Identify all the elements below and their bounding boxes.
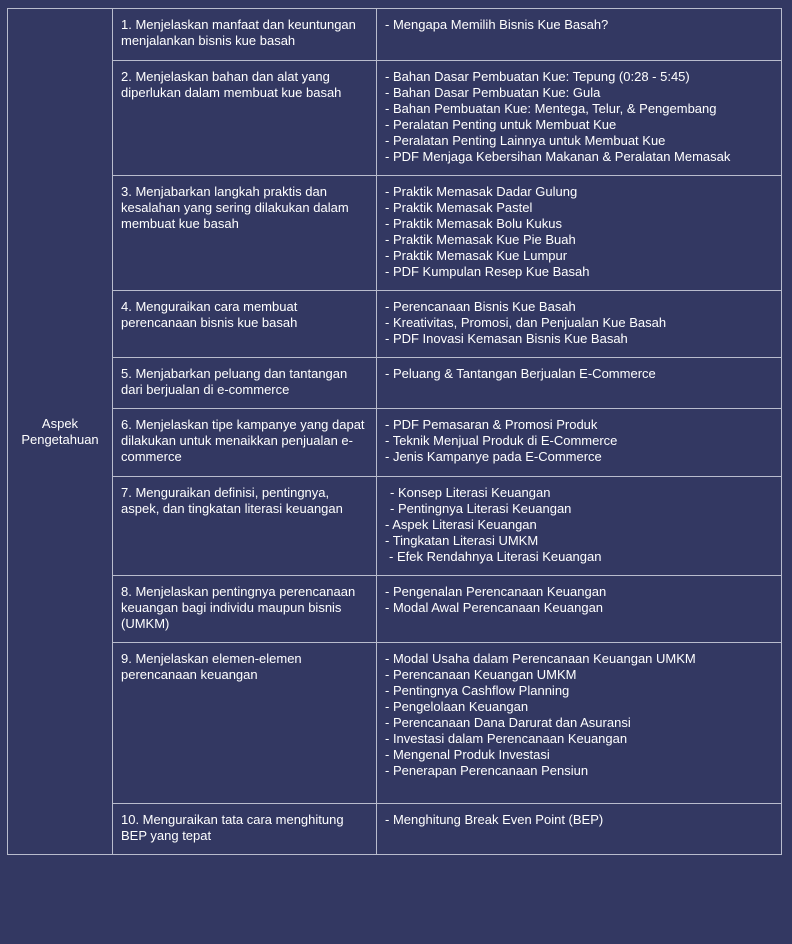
topic-item: - Peluang & Tantangan Berjualan E-Commerce (385, 366, 656, 381)
topic-item: - Praktik Memasak Dadar Gulung (385, 184, 578, 199)
table-row (8, 176, 782, 291)
curriculum-table-body (8, 9, 782, 855)
topic-item: - Praktik Memasak Pastel (385, 200, 533, 215)
topics-cell (377, 291, 782, 358)
objective-text: 2. Menjelaskan bahan dan alat yang diperlukan dalam membuat kue basah (121, 69, 342, 100)
topics-cell (377, 9, 782, 61)
topic-item: - PDF Kumpulan Resep Kue Basah (385, 264, 590, 279)
topic-item: - Kreativitas, Promosi, dan Penjualan Kue Basah (385, 315, 667, 330)
topic-item: - Praktik Memasak Kue Lumpur (385, 248, 568, 263)
objective-text: 5. Menjabarkan peluang dan tantangan dari berjualan di e-commerce (121, 366, 348, 397)
topic-item: - Bahan Dasar Pembuatan Kue: Tepung (0:28 - 5:45) (385, 69, 690, 84)
objective-text: 6. Menjelaskan tipe kampanye yang dapat dilakukan untuk menaikkan penjualan e-commerce (121, 417, 365, 464)
objective-cell (113, 9, 377, 61)
objective-cell (113, 176, 377, 291)
objective-cell (113, 358, 377, 409)
table-row (8, 804, 782, 855)
table-row (8, 61, 782, 176)
topic-item: - Aspek Literasi Keuangan (385, 517, 537, 532)
objective-text: 9. Menjelaskan elemen-elemen perencanaan keuangan (121, 651, 302, 682)
topics-cell (377, 576, 782, 643)
topic-item: - Perencanaan Dana Darurat dan Asuransi (385, 715, 631, 730)
table-row (8, 643, 782, 804)
topics-cell (377, 477, 782, 576)
objective-text: 7. Menguraikan definisi, pentingnya, aspek, dan tingkatan literasi keuangan (121, 485, 343, 516)
topics-cell (377, 176, 782, 291)
topics-cell (377, 409, 782, 477)
topic-item: - Pengelolaan Keuangan (385, 699, 529, 714)
objective-text: 8. Menjelaskan pentingnya perencanaan keuangan bagi individu maupun bisnis (UMKM) (121, 584, 356, 631)
objective-cell (113, 477, 377, 576)
table-row (8, 291, 782, 358)
topics-cell (377, 804, 782, 855)
topic-item: - Peralatan Penting Lainnya untuk Membuat Kue (385, 133, 666, 148)
objective-cell (113, 291, 377, 358)
objective-cell (113, 576, 377, 643)
topic-item: - PDF Inovasi Kemasan Bisnis Kue Basah (385, 331, 628, 346)
topic-item: - Peralatan Penting untuk Membuat Kue (385, 117, 617, 132)
table-row (8, 358, 782, 409)
topic-item: - Jenis Kampanye pada E-Commerce (385, 449, 602, 464)
topic-item: - Perencanaan Keuangan UMKM (385, 667, 577, 682)
topic-item: - Praktik Memasak Bolu Kukus (385, 216, 563, 231)
topic-item: - Pengenalan Perencanaan Keuangan (385, 584, 607, 599)
topic-item: - PDF Menjaga Kebersihan Makanan & Peralatan Memasak (385, 149, 731, 164)
topic-item: - Perencanaan Bisnis Kue Basah (385, 299, 576, 314)
topic-item: - Penerapan Perencanaan Pensiun (385, 763, 589, 778)
table-row (8, 9, 782, 61)
objective-cell (113, 409, 377, 477)
objective-text: 1. Menjelaskan manfaat dan keuntungan menjalankan bisnis kue basah (121, 17, 356, 48)
topic-item: - Praktik Memasak Kue Pie Buah (385, 232, 576, 247)
topic-item: - Mengenal Produk Investasi (385, 747, 550, 762)
topic-item: - Bahan Dasar Pembuatan Kue: Gula (385, 85, 601, 100)
topic-item: - Modal Usaha dalam Perencanaan Keuangan UMKM (385, 651, 696, 666)
topic-item: - Pentingnya Cashflow Planning (385, 683, 570, 698)
topic-item: - Konsep Literasi Keuangan (390, 485, 551, 500)
objective-cell (113, 61, 377, 176)
objective-text: 3. Menjabarkan langkah praktis dan kesalahan yang sering dilakukan dalam membuat kue basah (121, 184, 349, 231)
objective-text: 4. Menguraikan cara membuat perencanaan bisnis kue basah (121, 299, 298, 330)
topic-item: - Efek Rendahnya Literasi Keuangan (389, 549, 602, 564)
objective-cell (113, 804, 377, 855)
objective-text: 10. Menguraikan tata cara menghitung BEP yang tepat (121, 812, 344, 843)
topics-cell (377, 643, 782, 804)
topic-item: - Pentingnya Literasi Keuangan (390, 501, 572, 516)
topic-item: - Tingkatan Literasi UMKM (385, 533, 539, 548)
topic-item: - Teknik Menjual Produk di E-Commerce (385, 433, 618, 448)
topics-cell (377, 61, 782, 176)
objective-cell (113, 643, 377, 804)
topic-item: - Mengapa Memilih Bisnis Kue Basah? (385, 17, 609, 32)
table-row (8, 409, 782, 477)
topic-item: - Menghitung Break Even Point (BEP) (385, 812, 604, 827)
topic-item: - Bahan Pembuatan Kue: Mentega, Telur, & Pengembang (385, 101, 717, 116)
table-row (8, 477, 782, 576)
curriculum-table (7, 8, 782, 855)
topics-cell (377, 358, 782, 409)
topic-item: - Modal Awal Perencanaan Keuangan (385, 600, 604, 615)
topic-item: - PDF Pemasaran & Promosi Produk (385, 417, 598, 432)
aspect-cell (8, 9, 113, 855)
table-row (8, 576, 782, 643)
aspect-label: Aspek Pengetahuan (21, 415, 99, 447)
topic-item: - Investasi dalam Perencanaan Keuangan (385, 731, 628, 746)
